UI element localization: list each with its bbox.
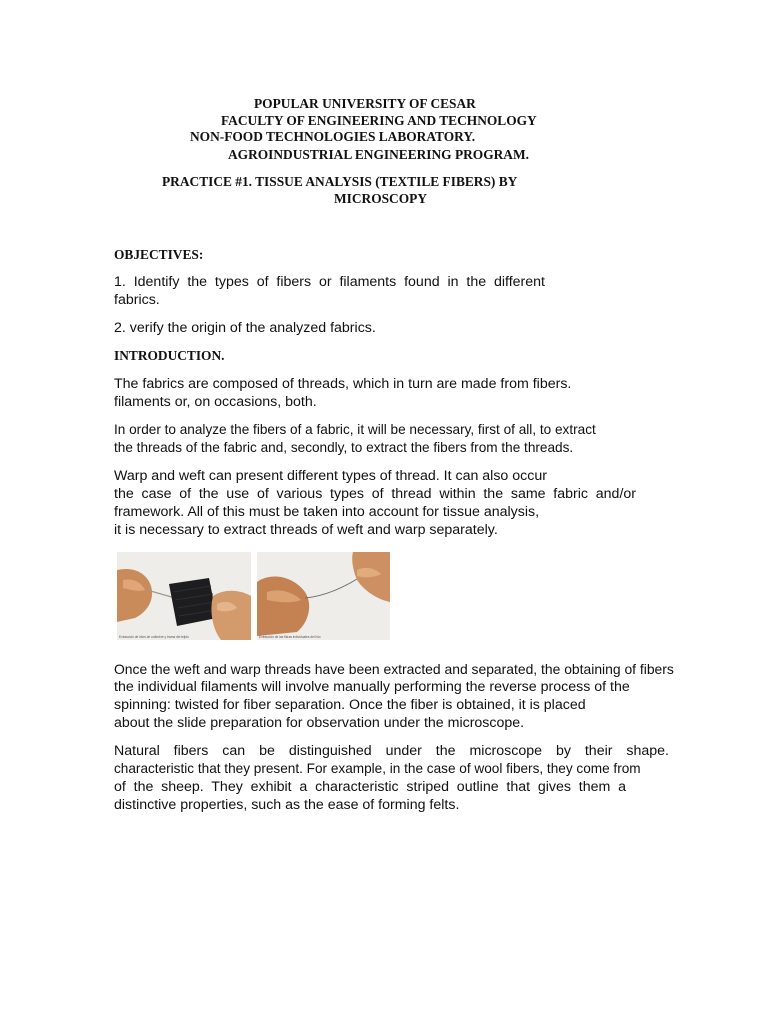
intro-p1-line1: The fabrics are composed of threads, which in turn are made from fibers. <box>114 376 572 392</box>
photo2-caption: Extracción de las fibras individuales del hilo <box>259 635 321 639</box>
program-name: AGROINDUSTRIAL ENGINEERING PROGRAM. <box>228 147 529 162</box>
intro-p5-line2: characteristic that they present. For example, in the case of wool fibers, they come from <box>114 761 641 776</box>
intro-p4-line3: spinning: twisted for fiber separation. Once the fiber is obtained, it is placed <box>114 697 586 713</box>
intro-p4-line2: the individual filaments will involve manually performing the reverse process of the <box>114 679 630 695</box>
objectives-heading: OBJECTIVES: <box>114 247 204 262</box>
fabric-hands-image <box>117 552 251 640</box>
intro-p3-line4: it is necessary to extract threads of weft and warp separately. <box>114 522 498 538</box>
fiber-hands-image <box>257 552 390 640</box>
intro-p5-line4: distinctive properties, such as the ease of forming felts. <box>114 797 460 813</box>
intro-p5-line3: of the sheep. They exhibit a characteristic striped outline that gives them a <box>114 779 626 795</box>
objective-2: 2. verify the origin of the analyzed fabrics. <box>114 320 376 336</box>
photo-fiber-separation <box>257 552 390 640</box>
laboratory-name: NON-FOOD TECHNOLOGIES LABORATORY. <box>190 129 476 144</box>
objective-1: 1. Identify the types of fibers or filaments found in the different <box>114 274 545 290</box>
intro-p4-line4: about the slide preparation for observation under the microscope. <box>114 715 525 731</box>
intro-p2-line2: the threads of the fabric and, secondly, to extract the fibers from the threads. <box>114 440 574 455</box>
intro-p5-line1: Natural fibers can be distinguished under the microscope by their shape. <box>114 743 669 759</box>
photo1-caption: Extracción de hilos de urdimbre y trama del tejido <box>119 635 189 639</box>
practice-title-cont: MICROSCOPY <box>334 191 427 206</box>
intro-p3-line1: Warp and weft can present different types of thread. It can also occur <box>114 468 547 484</box>
objective-1-cont: fabrics. <box>114 292 160 308</box>
faculty-name: FACULTY OF ENGINEERING AND TECHNOLOGY <box>221 113 537 128</box>
photo-thread-extraction-fabric <box>117 552 251 640</box>
introduction-heading: INTRODUCTION. <box>114 348 225 363</box>
practice-title: PRACTICE #1. TISSUE ANALYSIS (TEXTILE FIBERS) BY <box>162 174 518 189</box>
intro-p4-line1: Once the weft and warp threads have been extracted and separated, the obtaining of fibers <box>114 661 674 677</box>
intro-p2-line1: In order to analyze the fibers of a fabric, it will be necessary, first of all, to extract <box>114 422 596 437</box>
intro-p3-line3: framework. All of this must be taken into account for tissue analysis, <box>114 504 540 520</box>
intro-p1-line2: filaments or, on occasions, both. <box>114 394 317 410</box>
intro-p3-line2: the case of the use of various types of thread within the same fabric and/or <box>114 486 636 502</box>
university-name: POPULAR UNIVERSITY OF CESAR <box>254 96 476 111</box>
